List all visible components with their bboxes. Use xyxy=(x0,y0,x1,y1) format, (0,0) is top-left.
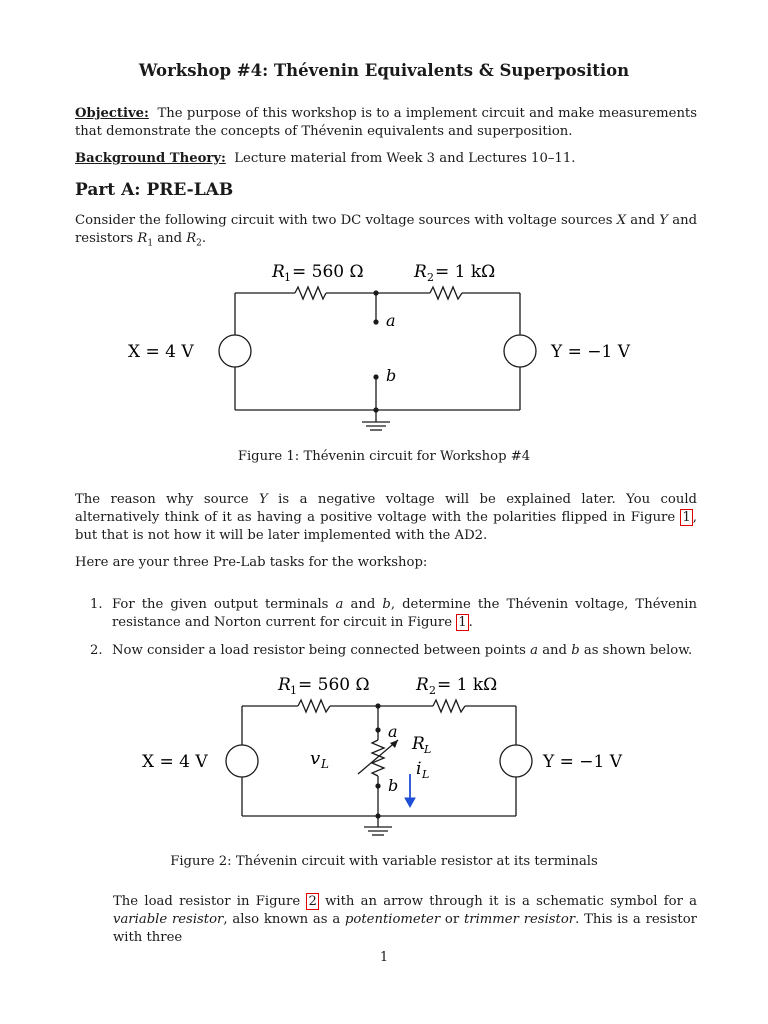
r1-value: = 560 Ω xyxy=(292,262,364,282)
intro-r1: R xyxy=(137,231,148,246)
node-a-label: a xyxy=(386,311,396,330)
source-y-label: Y = −1 V xyxy=(543,752,623,772)
potentiometer-term: potentiometer xyxy=(344,912,441,927)
resistor-r2-symbol xyxy=(433,700,465,712)
list-item-text xyxy=(112,596,697,632)
figure-1-link[interactable]: 1 xyxy=(682,510,691,525)
objective-text: The purpose of this workshop is to a implement circuit and make measurements that demonstrate the concepts of Thévenin equivalents and superposition. xyxy=(75,106,698,139)
task-b: b xyxy=(571,643,580,658)
r1-label: R xyxy=(278,675,291,695)
il-sub: L xyxy=(422,768,430,781)
r2-sub: 2 xyxy=(427,271,434,284)
part-a-intro xyxy=(75,212,697,253)
figure-1-circuit xyxy=(0,250,768,440)
reason-paragraph xyxy=(75,491,697,545)
objective-label: Objective: xyxy=(75,106,149,121)
r2-value: = 1 kΩ xyxy=(435,262,496,282)
intro-text: . xyxy=(201,231,207,246)
current-arrow xyxy=(405,774,415,807)
terminal-a-dot xyxy=(375,727,380,732)
task-text: as shown below. xyxy=(579,643,693,658)
source-y-label: Y = −1 V xyxy=(551,342,631,362)
il-label: i xyxy=(416,759,422,779)
node-a-label: a xyxy=(388,722,398,741)
r2-label: R xyxy=(416,675,429,695)
part-a-heading: Part A: PRE-LAB xyxy=(75,180,234,200)
terminal-a-dot xyxy=(373,319,378,324)
list-item xyxy=(92,642,697,660)
intro-r2-sub: 2 xyxy=(196,238,202,249)
r1-value: = 560 Ω xyxy=(298,675,370,695)
intro-y: Y xyxy=(659,213,669,228)
junction-dot xyxy=(375,703,380,708)
terminal-b-dot xyxy=(373,374,378,379)
node-b-label: b xyxy=(388,776,399,795)
load-text: or xyxy=(440,912,464,927)
background-label: Background Theory: xyxy=(75,151,226,166)
r1-sub: 1 xyxy=(290,684,297,697)
variable-resistor-term: variable resistor xyxy=(113,912,224,927)
source-x-label: X = 4 V xyxy=(142,752,208,772)
figure-2-circuit xyxy=(0,664,768,844)
intro-r1-sub: 1 xyxy=(147,238,154,249)
source-x-label: X = 4 V xyxy=(128,342,194,362)
list-item-text xyxy=(112,642,697,660)
node-b-label: b xyxy=(386,366,397,385)
tasks-intro: Here are your three Pre-Lab tasks for the workshop: xyxy=(75,555,428,570)
objective-paragraph xyxy=(75,105,697,141)
rl-label: R xyxy=(412,734,425,754)
list-number: 2. xyxy=(90,643,103,658)
reason-text: The reason why source xyxy=(75,492,259,507)
figure-2-link[interactable]: 2 xyxy=(308,894,317,909)
r2-sub: 2 xyxy=(429,684,436,697)
reason-text: is a negative voltage will be explained later. You could alternatively think of it as having a positive voltage with the polarities flipped in Figure xyxy=(75,492,697,525)
voltage-source-y-symbol xyxy=(504,335,536,367)
intro-text: Consider the following circuit with two DC voltage sources with voltage sources xyxy=(75,213,617,228)
task-text: , determine the Thévenin voltage, Thévenin resistance and Norton current for circuit in Figure xyxy=(112,597,697,630)
rl-sub: L xyxy=(424,743,432,756)
resistor-r2-symbol xyxy=(430,287,462,299)
load-text: . This is a resistor with three xyxy=(113,912,697,945)
page-number: 1 xyxy=(379,950,389,965)
list-number: 1. xyxy=(90,597,103,612)
load-text: , also known as a xyxy=(223,912,345,927)
figure-1-caption: Figure 1: Thévenin circuit for Workshop #4 xyxy=(237,449,531,464)
load-text: with an arrow through it is a schematic symbol for a xyxy=(318,894,697,909)
figure-2-caption: Figure 2: Thévenin circuit with variable resistor at its terminals xyxy=(170,854,598,869)
document-title: Workshop #4: Thévenin Equivalents & Superposition xyxy=(138,61,630,80)
list-item xyxy=(92,596,697,632)
intro-r2: R xyxy=(186,231,197,246)
task-text: Now consider a load resistor being connected between points xyxy=(112,643,531,658)
r2-value: = 1 kΩ xyxy=(437,675,498,695)
junction-dot xyxy=(375,813,380,818)
task-a: a xyxy=(530,643,538,658)
vl-label: v xyxy=(310,748,321,769)
task-a: a xyxy=(335,597,344,612)
r1-sub: 1 xyxy=(284,271,291,284)
load-resistor-paragraph xyxy=(113,893,697,947)
task-text: For the given output terminals xyxy=(112,597,336,612)
voltage-source-y-symbol xyxy=(500,745,532,777)
junction-dot xyxy=(373,290,378,295)
current-arrow-head xyxy=(405,798,415,807)
reason-text: , but that is not how it will be later implemented with the AD2. xyxy=(75,510,697,543)
figure-1-link[interactable]: 1 xyxy=(458,615,467,630)
resistor-r1-symbol xyxy=(295,287,326,299)
background-paragraph xyxy=(75,150,697,168)
intro-text: and xyxy=(626,213,660,228)
voltage-source-x-symbol xyxy=(219,335,251,367)
junction-dot xyxy=(373,407,378,412)
trimmer-resistor-term: trimmer resistor xyxy=(463,912,576,927)
task-b: b xyxy=(382,597,391,612)
task-text: and xyxy=(538,643,572,658)
intro-text: and xyxy=(153,231,187,246)
task-text: . xyxy=(468,615,473,630)
terminal-b-dot xyxy=(375,783,380,788)
r2-label: R xyxy=(414,262,427,282)
intro-text: and resistors xyxy=(75,213,698,246)
variable-arrow-head xyxy=(390,740,398,748)
resistor-r1-symbol xyxy=(298,700,330,712)
load-text: The load resistor in Figure xyxy=(113,894,307,909)
voltage-source-x-symbol xyxy=(226,745,258,777)
intro-x: X xyxy=(616,213,627,228)
vl-sub: L xyxy=(321,757,329,771)
load-resistor-symbol xyxy=(372,740,384,776)
r1-label: R xyxy=(272,262,285,282)
background-text: Lecture material from Week 3 and Lectures 10–11. xyxy=(234,151,576,166)
task-text: and xyxy=(343,597,383,612)
reason-y: Y xyxy=(258,492,268,507)
